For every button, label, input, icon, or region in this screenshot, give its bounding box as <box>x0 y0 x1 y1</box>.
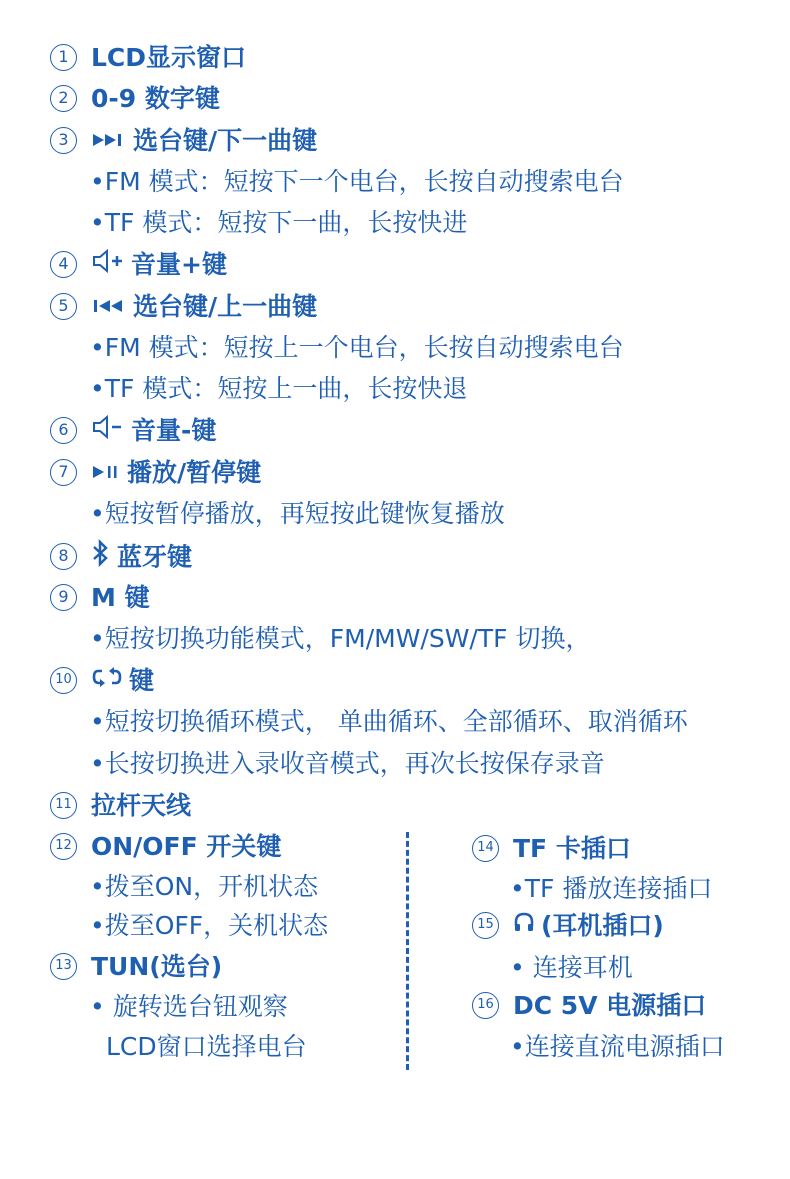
item-number: 5 <box>50 293 77 320</box>
volume-up-icon <box>91 249 125 280</box>
item-15 <box>472 911 664 941</box>
volume-down-icon <box>91 415 125 446</box>
item-label: 键 <box>129 666 155 695</box>
item-2 <box>50 84 220 114</box>
item-16 <box>472 991 706 1021</box>
play-pause-icon <box>91 457 121 487</box>
item-number: 7 <box>50 459 77 486</box>
item-number: 14 <box>472 835 499 862</box>
item-10 <box>50 666 154 696</box>
item-label: 0-9 数字键 <box>91 84 220 113</box>
item-4 <box>50 250 227 280</box>
item-number: 3 <box>50 127 77 154</box>
next-track-icon <box>91 125 127 155</box>
item-13-sub-2: LCD窗口选择电台 <box>106 1032 307 1061</box>
item-3-sub-1: •FM 模式：短按下一个电台，长按自动搜索电台 <box>90 167 624 196</box>
item-14 <box>472 834 631 864</box>
item-1 <box>50 43 246 73</box>
bluetooth-icon <box>91 539 111 574</box>
item-label: DC 5V 电源插口 <box>513 991 707 1020</box>
item-8 <box>50 541 192 571</box>
item-number: 6 <box>50 417 77 444</box>
item-number: 12 <box>50 833 77 860</box>
item-label: LCD显示窗口 <box>91 43 247 72</box>
item-14-sub-1: •TF 播放连接插口 <box>510 874 713 903</box>
item-10-sub-1: •短按切换循环模式， 单曲循环、全部循环、取消循环 <box>90 707 688 736</box>
item-6 <box>50 416 216 446</box>
item-7-sub-1: •短按暂停播放，再短按此键恢复播放 <box>90 499 505 528</box>
item-3-sub-2: •TF 模式：短按下一曲，长按快进 <box>90 208 468 237</box>
item-label: M 键 <box>91 583 150 612</box>
item-9-sub-1: •短按切换功能模式，FM/MW/SW/TF 切换， <box>90 624 591 653</box>
item-12-sub-1: •拨至ON，开机状态 <box>90 872 319 901</box>
item-5 <box>50 292 317 322</box>
item-label: 蓝牙键 <box>117 542 193 572</box>
item-number: 9 <box>50 584 77 611</box>
item-number: 16 <box>472 992 499 1019</box>
item-label: 音量+键 <box>131 250 227 279</box>
item-number: 8 <box>50 543 77 570</box>
item-13 <box>50 952 222 982</box>
item-3 <box>50 126 317 156</box>
item-16-sub-1: •连接直流电源插口 <box>510 1032 725 1061</box>
item-label: TF 卡插口 <box>513 834 631 863</box>
item-label: 选台键/下一曲键 <box>133 126 318 155</box>
item-12 <box>50 832 281 862</box>
item-number: 2 <box>50 85 77 112</box>
column-divider <box>406 832 409 1070</box>
item-9 <box>50 583 150 613</box>
item-label: 选台键/上一曲键 <box>133 292 318 321</box>
item-number: 13 <box>50 953 77 980</box>
item-number: 15 <box>472 912 499 939</box>
item-label: 播放/暂停键 <box>127 458 262 487</box>
item-label: 拉杆天线 <box>91 791 192 820</box>
item-11 <box>50 791 191 821</box>
item-13-sub-1: • 旋转选台钮观察 <box>90 992 288 1021</box>
item-label: 音量-键 <box>131 416 217 445</box>
previous-track-icon <box>91 291 127 321</box>
item-number: 1 <box>50 44 77 71</box>
item-5-sub-2: •TF 模式：短按上一曲，长按快退 <box>90 374 468 403</box>
item-number: 11 <box>50 792 77 819</box>
item-10-sub-2: •长按切换进入录收音模式，再次长按保存录音 <box>90 749 605 778</box>
item-5-sub-1: •FM 模式：短按上一个电台，长按自动搜索电台 <box>90 333 624 362</box>
item-7 <box>50 458 261 488</box>
item-15-sub-1: • 连接耳机 <box>510 953 633 982</box>
repeat-icon <box>91 665 123 695</box>
headphone-icon <box>513 910 535 940</box>
item-label: TUN(选台) <box>91 952 223 981</box>
item-12-sub-2: •拨至OFF，关机状态 <box>90 911 329 940</box>
item-label: (耳机插口) <box>541 911 664 940</box>
item-number: 4 <box>50 251 77 278</box>
item-label: ON/OFF 开关键 <box>91 832 282 861</box>
item-number: 10 <box>50 667 77 694</box>
